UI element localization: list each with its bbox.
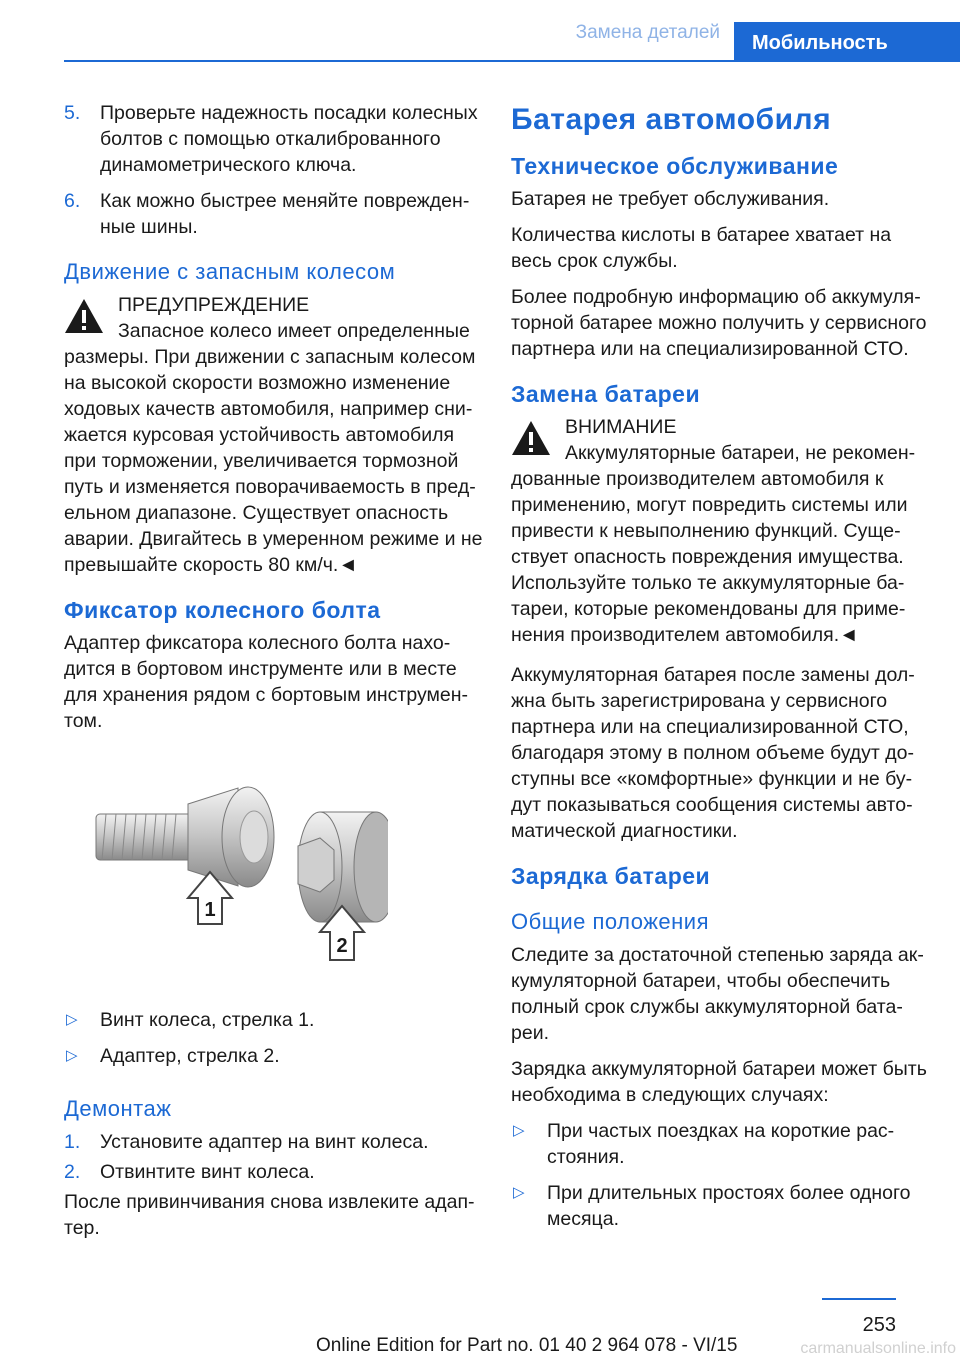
left-column — [64, 100, 484, 1251]
warning-text: Запасное колесо имеет определенные размеры. При движении с запасным колесом на высокой скорости возможно изменение ходовых качеств автомобиля, например снижается курсовая устойчивость автомобиля при торможении, увеличивается тормозной путь и изменяется поворачиваемость в предельном диапазоне. Существует опасность аварии. Двигайтесь в умеренном режиме и не превышайте скорость 80 км/ч.◄ — [64, 320, 483, 576]
chapter-tab: Мобильность — [734, 22, 960, 62]
case-text: При длительных простоях более одного месяца. — [547, 1182, 911, 1230]
triangle-bullet-icon: ▷ — [66, 1011, 78, 1028]
figure-legend — [64, 1007, 484, 1069]
maintenance-text: Более подробную информацию об аккумуляторной батарее можно получить у сервисного партнера или на специализированной СТО. — [511, 286, 927, 360]
right-column — [511, 100, 931, 1242]
maintenance-heading: Техническое обслуживание — [511, 153, 839, 179]
replace-battery-heading: Замена батареи — [511, 381, 701, 407]
steps-top — [64, 100, 484, 240]
step-text: Как можно быстрее меняйте поврежденные шины. — [100, 190, 470, 238]
list-item — [64, 1159, 484, 1185]
wheel-lock-text: Адаптер фиксатора колесного болта находится в бортовом инструменте или в месте для хранения рядом с бортовым инструментом. — [64, 632, 469, 732]
list-item — [64, 1129, 484, 1155]
page-number: 253 — [862, 1314, 896, 1336]
figure-label-1: 1 — [204, 899, 216, 921]
general-text: Следите за достаточной степенью заряда аккумуляторной батареи, чтобы обеспечить полный срок службы аккумуляторной батареи. — [511, 944, 924, 1044]
removal-heading: Демонтаж — [64, 1096, 172, 1121]
warning-triangle-icon — [64, 298, 104, 334]
list-item — [64, 188, 484, 240]
figure-label-2: 2 — [336, 935, 348, 957]
removal-steps — [64, 1129, 484, 1185]
wheel-bolt-illustration — [96, 787, 274, 887]
warning-title: ВНИМАНИЕ — [565, 416, 677, 438]
header-rule — [64, 60, 960, 62]
list-item — [64, 1043, 484, 1069]
spare-warning — [64, 292, 484, 578]
case-text: При частых поездках на короткие расстояния. — [547, 1120, 895, 1168]
charging-heading: Зарядка батареи — [511, 863, 711, 889]
general-heading: Общие положения — [511, 909, 709, 934]
footer-rule — [822, 1298, 896, 1300]
list-item — [511, 1118, 931, 1170]
step-text: Установите адаптер на винт колеса. — [100, 1131, 429, 1153]
warning-text: Аккумуляторные батареи, не рекомендованные производителем автомобиля к применению, могут повредить системы или привести к невыполнению функций. Существует опасность повреждения имущества. Используйте только те аккумуляторные батареи, которые рекомендованы для применения производителем автомобиля.◄ — [511, 442, 916, 646]
adapter-illustration — [298, 812, 388, 922]
maintenance-text: Батарея не требует обслуживания. — [511, 188, 830, 210]
legend-text: Винт колеса, стрелка 1. — [100, 1009, 315, 1031]
general-text: Зарядка аккумуляторной батареи может быть необходима в следующих случаях: — [511, 1058, 927, 1106]
warning-triangle-icon — [511, 420, 551, 456]
list-item — [64, 100, 484, 178]
triangle-bullet-icon: ▷ — [513, 1184, 525, 1201]
wheel-lock-heading: Фиксатор колесного болта — [64, 597, 381, 623]
step-text: Проверьте надежность посадки колесных болтов с помощью откалиброванного динамометрического ключа. — [100, 102, 478, 176]
triangle-bullet-icon: ▷ — [66, 1047, 78, 1064]
step-number: 6. — [64, 190, 81, 212]
legend-text: Адаптер, стрелка 2. — [100, 1045, 280, 1067]
step-number: 1. — [64, 1131, 81, 1153]
maintenance-text: Количества кислоты в батарее хватает на весь срок службы. — [511, 224, 892, 272]
list-item — [511, 1180, 931, 1232]
list-item — [64, 1007, 484, 1033]
wheel-lock-figure — [88, 780, 388, 980]
warning-title: ПРЕДУПРЕЖДЕНИЕ — [118, 294, 310, 316]
page-header — [0, 0, 960, 62]
page-title: Батарея автомобиля — [511, 103, 832, 136]
removal-after-text: После привинчивания снова извлеките адаптер. — [64, 1191, 475, 1239]
step-text: Отвинтите винт колеса. — [100, 1161, 315, 1183]
step-number: 5. — [64, 102, 81, 124]
replace-warning — [511, 414, 931, 648]
edition-note: Online Edition for Part no. 01 40 2 964 078 - VI/15 — [316, 1335, 738, 1356]
watermark: carmanualsonline.info — [800, 1340, 956, 1357]
step-number: 2. — [64, 1161, 81, 1183]
section-tab: Замена деталей — [575, 22, 720, 43]
triangle-bullet-icon: ▷ — [513, 1122, 525, 1139]
spare-wheel-heading: Движение с запасным колесом — [64, 259, 396, 284]
replace-text: Аккумуляторная батарея после замены должна быть зарегистрирована у сервисного партнера или на специализированной СТО, благодаря этому в полном объеме будут доступны все «комфортные» функции и не будут показываться сообщения системы автоматической диагностики. — [511, 664, 915, 842]
charging-cases — [511, 1118, 931, 1232]
